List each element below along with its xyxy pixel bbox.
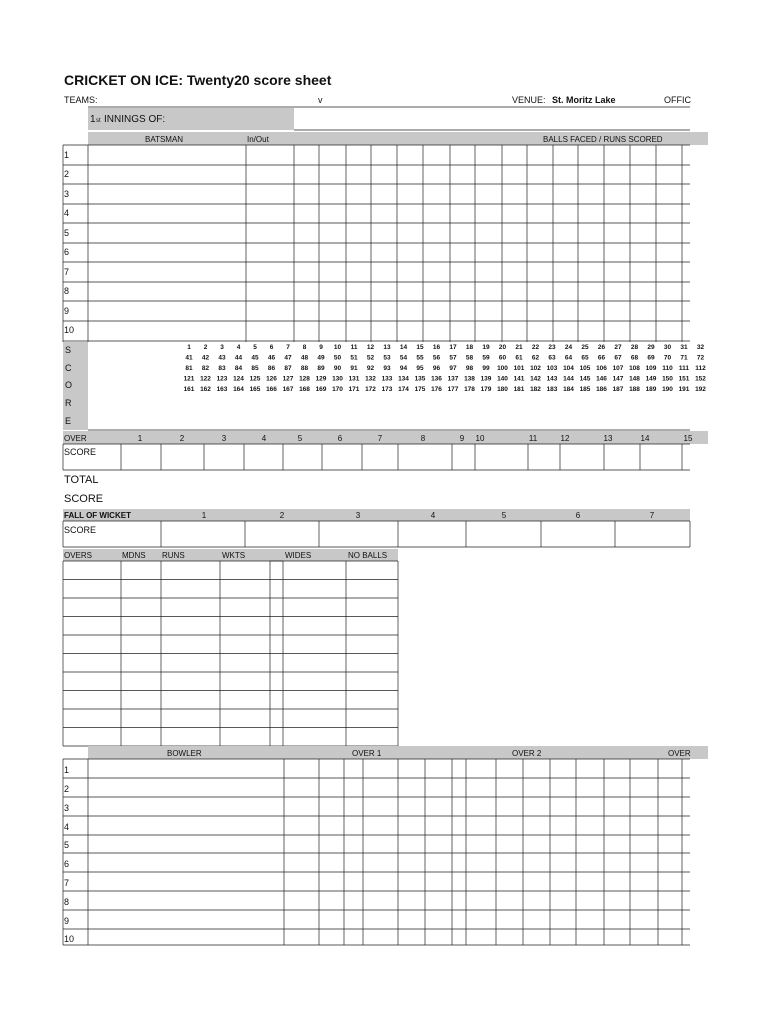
tally-number: 102 — [530, 365, 541, 372]
tally-number: 141 — [513, 375, 525, 383]
over-score-label: SCORE — [64, 447, 97, 457]
tally-number: 111 — [678, 365, 690, 372]
bowling-over-header: OVER 2 — [512, 749, 542, 758]
tally-number: 85 — [251, 365, 259, 372]
tally-number: 67 — [614, 354, 622, 362]
tally-number: 109 — [645, 365, 657, 372]
over-number: 9 — [459, 434, 465, 443]
tally-number: 12 — [366, 344, 375, 351]
tally-number: 144 — [563, 375, 574, 383]
score-side-letter: C — [65, 363, 72, 373]
tally-number: 185 — [579, 386, 591, 393]
tally-number: 172 — [365, 386, 376, 393]
fow-number: 2 — [279, 511, 285, 520]
tally-number: 15 — [416, 344, 424, 351]
tally-number: 90 — [333, 365, 342, 372]
tally-number: 190 — [662, 386, 673, 393]
tally-number: 161 — [183, 386, 195, 393]
tally-number: 28 — [630, 344, 639, 351]
tally-number: 60 — [498, 354, 507, 362]
tally-number: 128 — [299, 375, 310, 383]
fow-number: 4 — [430, 511, 436, 520]
tally-number: 152 — [695, 375, 706, 383]
bowling-over-header: OVER — [668, 749, 691, 758]
tally-number: 166 — [266, 386, 277, 393]
tally-number: 68 — [630, 354, 639, 362]
tally-number: 11 — [350, 344, 358, 351]
bowling-row-number: 7 — [64, 878, 70, 888]
over-number: 12 — [560, 434, 570, 443]
tally-number: 135 — [414, 375, 426, 383]
fow-number: 3 — [355, 511, 361, 520]
tally-number: 22 — [531, 344, 540, 351]
bowling-row-number: 1 — [64, 765, 70, 775]
tally-number: 61 — [515, 354, 523, 362]
sheet-title: CRICKET ON ICE: Twenty20 score sheet — [64, 72, 332, 88]
tally-number: 48 — [300, 354, 309, 362]
tally-number: 43 — [218, 354, 226, 362]
tally-number: 19 — [482, 344, 490, 351]
over-number: 6 — [337, 434, 343, 443]
tally-number: 29 — [647, 344, 655, 351]
versus-label: v — [318, 95, 323, 105]
score-side-letter: R — [65, 398, 72, 408]
batting-row-number: 8 — [64, 286, 70, 296]
tally-number: 129 — [315, 375, 327, 383]
tally-number: 130 — [332, 375, 343, 383]
tally-number: 143 — [546, 375, 558, 383]
tally-number: 53 — [383, 354, 391, 362]
bowling-row-number: 3 — [64, 803, 70, 813]
tally-number: 171 — [348, 386, 360, 393]
tally-number: 52 — [366, 354, 375, 362]
tally-number: 183 — [546, 386, 558, 393]
tally-number: 112 — [695, 365, 706, 372]
over-number: 2 — [179, 434, 185, 443]
tally-number: 70 — [663, 354, 672, 362]
tally-number: 100 — [497, 365, 508, 372]
tally-number: 148 — [629, 375, 640, 383]
tally-number: 14 — [399, 344, 408, 351]
tally-number: 145 — [579, 375, 591, 383]
tally-number: 126 — [266, 375, 277, 383]
over-number: 3 — [221, 434, 227, 443]
tally-number: 99 — [482, 365, 490, 372]
tally-number: 7 — [286, 344, 290, 351]
over-number: 14 — [640, 434, 650, 443]
tally-number: 170 — [332, 386, 343, 393]
tally-number: 32 — [696, 344, 705, 351]
innings-label: INNINGS OF: — [104, 114, 166, 125]
fow-number: 1 — [201, 511, 207, 520]
innings-number: 1 — [90, 114, 96, 125]
over-label: OVER — [64, 434, 87, 443]
tally-number: 127 — [282, 375, 294, 383]
batting-row-number: 7 — [64, 267, 70, 277]
bowling-row-number: 9 — [64, 916, 70, 926]
bowling-row-number: 2 — [64, 784, 70, 794]
tally-number: 142 — [530, 375, 541, 383]
tally-number: 179 — [480, 386, 492, 393]
tally-number: 137 — [447, 375, 459, 383]
tally-number: 106 — [596, 365, 607, 372]
tally-number: 147 — [612, 375, 624, 383]
fow-score-label: SCORE — [64, 525, 97, 535]
tally-number: 191 — [678, 386, 690, 393]
tally-number: 93 — [383, 365, 391, 372]
fow-number: 6 — [575, 511, 581, 520]
extras-header: OVERS — [64, 551, 93, 560]
tally-number: 132 — [365, 375, 376, 383]
tally-number: 59 — [482, 354, 490, 362]
tally-number: 31 — [680, 344, 688, 351]
fow-number: 5 — [501, 511, 507, 520]
tally-number: 92 — [366, 365, 375, 372]
batting-grid — [63, 145, 690, 342]
extras-header: WIDES — [285, 551, 312, 560]
tally-number: 189 — [645, 386, 657, 393]
tally-number: 55 — [416, 354, 424, 362]
innings-suffix: st — [96, 118, 101, 124]
tally-number: 50 — [333, 354, 342, 362]
tally-number: 175 — [414, 386, 426, 393]
tally-number: 89 — [317, 365, 325, 372]
tally-number: 49 — [317, 354, 325, 362]
tally-number: 168 — [299, 386, 310, 393]
tally-number: 167 — [282, 386, 294, 393]
tally-number: 17 — [449, 344, 457, 351]
tally-number: 139 — [480, 375, 492, 383]
tally-number: 4 — [236, 344, 241, 351]
tally-number: 44 — [234, 354, 243, 362]
tally-number: 30 — [663, 344, 672, 351]
extras-header: NO BALLS — [348, 551, 388, 560]
batting-row-number: 1 — [64, 150, 70, 160]
tally-number: 107 — [612, 365, 624, 372]
score-side-letter: E — [65, 416, 72, 426]
batsman-header: BATSMAN — [145, 135, 184, 144]
tally-number: 24 — [564, 344, 573, 351]
tally-number: 98 — [465, 365, 474, 372]
tally-number: 151 — [678, 375, 690, 383]
bowler-header: BOWLER — [167, 749, 202, 758]
tally-number: 41 — [185, 354, 193, 362]
over-number: 11 — [528, 434, 538, 443]
tally-number: 104 — [563, 365, 574, 372]
tally-number: 125 — [249, 375, 261, 383]
score-tally-numbers — [184, 344, 707, 393]
over-number: 7 — [377, 434, 383, 443]
tally-number: 83 — [218, 365, 226, 372]
tally-number: 122 — [200, 375, 211, 383]
inout-header: In/Out — [247, 135, 269, 144]
tally-number: 56 — [432, 354, 441, 362]
tally-number: 25 — [581, 344, 589, 351]
tally-number: 58 — [465, 354, 474, 362]
score-side-letter: O — [65, 380, 73, 390]
tally-number: 63 — [548, 354, 556, 362]
tally-number: 94 — [399, 365, 408, 372]
tally-number: 134 — [398, 375, 409, 383]
tally-number: 180 — [497, 386, 508, 393]
tally-number: 110 — [662, 365, 673, 372]
tally-number: 84 — [234, 365, 243, 372]
teams-label: TEAMS: — [64, 95, 98, 105]
tally-number: 95 — [416, 365, 424, 372]
tally-number: 103 — [546, 365, 558, 372]
tally-number: 81 — [185, 365, 193, 372]
batting-row-number: 4 — [64, 208, 70, 218]
extras-grid — [63, 561, 398, 746]
total-score-line1: TOTAL — [64, 474, 99, 486]
fow-label: FALL OF WICKET — [64, 511, 131, 520]
bowling-row-number: 6 — [64, 859, 70, 869]
tally-number: 86 — [267, 365, 276, 372]
tally-number: 169 — [315, 386, 327, 393]
tally-number: 182 — [530, 386, 541, 393]
over-number: 13 — [603, 434, 613, 443]
tally-number: 187 — [612, 386, 624, 393]
tally-number: 164 — [233, 386, 244, 393]
tally-number: 27 — [614, 344, 622, 351]
batting-row-numbers — [64, 150, 74, 335]
tally-number: 69 — [647, 354, 655, 362]
tally-number: 87 — [284, 365, 292, 372]
tally-number: 174 — [398, 386, 409, 393]
tally-number: 123 — [216, 375, 228, 383]
batting-row-number: 6 — [64, 247, 70, 257]
batting-row-number: 2 — [64, 169, 70, 179]
tally-number: 62 — [531, 354, 540, 362]
venue-label: VENUE: — [512, 95, 546, 105]
over-number: 15 — [683, 434, 693, 443]
bowling-row-number: 8 — [64, 897, 70, 907]
over-number: 8 — [420, 434, 426, 443]
tally-number: 192 — [695, 386, 706, 393]
tally-number: 8 — [302, 344, 307, 351]
tally-number: 176 — [431, 386, 442, 393]
tally-number: 131 — [348, 375, 360, 383]
tally-number: 21 — [515, 344, 523, 351]
tally-number: 97 — [449, 365, 457, 372]
tally-number: 26 — [597, 344, 606, 351]
bowling-row-number: 4 — [64, 822, 70, 832]
tally-number: 65 — [581, 354, 589, 362]
tally-number: 1 — [187, 344, 191, 351]
bowling-over-header: OVER 1 — [352, 749, 382, 758]
bowling-row-number: 5 — [64, 840, 70, 850]
extras-header: RUNS — [162, 551, 185, 560]
tally-number: 136 — [431, 375, 442, 383]
over-number: 5 — [297, 434, 303, 443]
tally-number: 165 — [249, 386, 261, 393]
extras-header: MDNS — [122, 551, 146, 560]
over-number: 10 — [475, 434, 485, 443]
tally-number: 18 — [465, 344, 474, 351]
tally-number: 64 — [564, 354, 573, 362]
tally-number: 82 — [201, 365, 210, 372]
tally-number: 54 — [399, 354, 408, 362]
tally-number: 163 — [216, 386, 228, 393]
tally-number: 108 — [629, 365, 640, 372]
tally-number: 124 — [233, 375, 244, 383]
tally-number: 10 — [333, 344, 342, 351]
over-number: 4 — [261, 434, 267, 443]
tally-number: 23 — [548, 344, 556, 351]
tally-number: 88 — [300, 365, 309, 372]
tally-number: 140 — [497, 375, 508, 383]
bowling-grid — [63, 759, 690, 945]
total-score-line2: SCORE — [64, 493, 104, 505]
bowling-row-numbers — [64, 765, 74, 944]
tally-number: 133 — [381, 375, 393, 383]
tally-number: 149 — [645, 375, 657, 383]
tally-number: 101 — [513, 365, 525, 372]
batting-row-number: 5 — [64, 228, 70, 238]
tally-number: 186 — [596, 386, 607, 393]
tally-number: 2 — [203, 344, 208, 351]
tally-number: 20 — [498, 344, 507, 351]
venue-value: St. Moritz Lake — [552, 95, 616, 105]
tally-number: 91 — [350, 365, 358, 372]
over-number: 1 — [137, 434, 143, 443]
batting-row-number: 3 — [64, 189, 70, 199]
score-side-letter: S — [65, 345, 72, 355]
tally-number: 46 — [267, 354, 276, 362]
balls-faced-header: BALLS FACED / RUNS SCORED — [543, 135, 663, 144]
tally-number: 71 — [680, 354, 688, 362]
bowling-row-number: 10 — [64, 934, 75, 944]
tally-number: 150 — [662, 375, 673, 383]
tally-number: 13 — [383, 344, 391, 351]
tally-number: 162 — [200, 386, 211, 393]
tally-number: 45 — [251, 354, 259, 362]
tally-number: 3 — [220, 344, 224, 351]
tally-number: 138 — [464, 375, 475, 383]
fow-header-bar — [63, 509, 690, 521]
tally-number: 57 — [449, 354, 457, 362]
tally-number: 47 — [284, 354, 292, 362]
tally-number: 6 — [269, 344, 274, 351]
tally-number: 146 — [596, 375, 607, 383]
batting-row-number: 9 — [64, 306, 70, 316]
tally-number: 5 — [253, 344, 257, 351]
tally-number: 177 — [447, 386, 459, 393]
batting-row-number: 10 — [64, 325, 75, 335]
tally-number: 9 — [319, 344, 323, 351]
tally-number: 16 — [432, 344, 441, 351]
tally-number: 105 — [579, 365, 591, 372]
tally-number: 51 — [350, 354, 358, 362]
extras-header: WKTS — [222, 551, 246, 560]
tally-number: 178 — [464, 386, 475, 393]
tally-number: 181 — [513, 386, 525, 393]
tally-number: 188 — [629, 386, 640, 393]
tally-number: 66 — [597, 354, 606, 362]
official-label: OFFIC — [664, 95, 691, 105]
tally-number: 184 — [563, 386, 574, 393]
tally-number: 42 — [201, 354, 210, 362]
tally-number: 173 — [381, 386, 393, 393]
fow-number: 7 — [649, 511, 655, 520]
tally-number: 72 — [696, 354, 705, 362]
tally-number: 96 — [432, 365, 441, 372]
tally-number: 121 — [183, 375, 195, 383]
